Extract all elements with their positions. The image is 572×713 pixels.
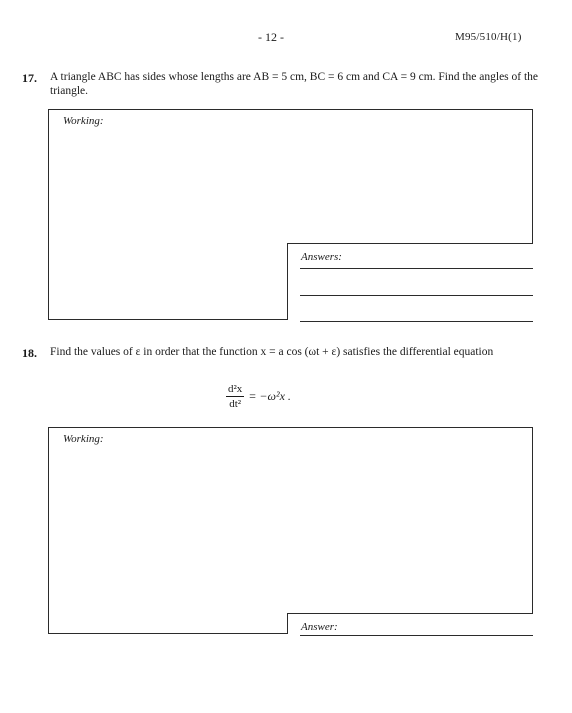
page-number: - 12 - <box>258 30 284 44</box>
question-18-working-label: Working: <box>63 433 104 445</box>
equation-numerator: d²x <box>228 383 243 395</box>
question-17-text: A triangle ABC has sides whose lengths are AB = 5 cm, BC = 6 cm and CA = 9 cm. Find the angles of the triangle. <box>50 71 539 97</box>
question-17-working-label: Working: <box>63 115 104 127</box>
question-17-number: 17. <box>22 71 37 85</box>
question-18-text: Find the values of ε in order that the function x = a cos (ωt + ε) satisfies the differential equation <box>50 346 494 358</box>
paper-code: M95/510/H(1) <box>455 31 522 43</box>
equation-denominator: dt² <box>229 398 242 410</box>
question-18-answer-label: Answer: <box>301 621 338 633</box>
question-17-answers-label: Answers: <box>301 251 342 263</box>
question-17-answer-line-2[interactable] <box>300 295 533 296</box>
question-18-answer-line[interactable] <box>300 635 533 636</box>
differential-equation <box>226 383 291 410</box>
equation-rhs: = −ω²x . <box>248 389 291 403</box>
question-17-answer-line-3[interactable] <box>300 321 533 322</box>
question-17-answer-line-1[interactable] <box>300 268 533 269</box>
question-18-number: 18. <box>22 346 37 360</box>
equation-fraction <box>226 383 244 410</box>
